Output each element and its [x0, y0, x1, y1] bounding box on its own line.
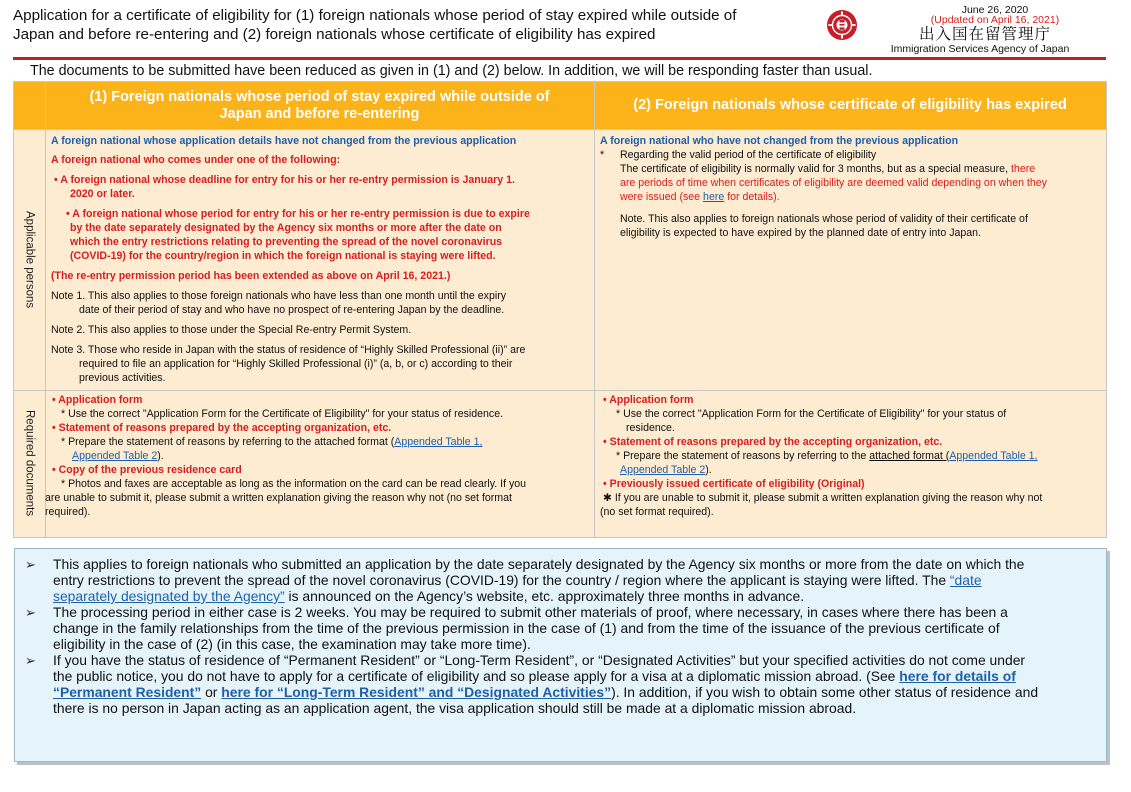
text-line: A foreign national who have not changed from the previous application — [600, 135, 959, 147]
text-line: 2020 or later. — [70, 188, 135, 200]
text-line: previous activities. — [79, 372, 166, 384]
long-term-resident-link[interactable]: here for “Long-Term Resident” and “Designated Activities” — [221, 684, 612, 700]
text-line: • Statement of reasons prepared by the accepting organization, etc. — [603, 436, 943, 448]
publication-date: June 26, 2020 — [961, 4, 1029, 16]
text-line: Note 2. This also applies to those under the Special Re-entry Permit System. — [51, 324, 412, 336]
required-documents-2-content — [600, 393, 1104, 535]
text-span: or — [205, 684, 218, 700]
text-span: for details). — [727, 191, 780, 203]
text-line — [61, 435, 482, 450]
text-span: ). In addition, if you wish to obtain some other status of residence and — [611, 684, 1039, 700]
note-2-line-2: change in the family relationships from the time of the previous permission in the case of (1) and from the time of the issuance of the previous certificate of — [53, 620, 1000, 636]
appended-table-1-link[interactable]: Appended Table 1, — [949, 450, 1038, 462]
grid-line — [14, 390, 1106, 391]
note-1-line-1: This applies to foreign nationals who submitted an application by the date separately designated by the Agency six months or more from the date on which the — [53, 556, 1025, 572]
updated-date: (Updated on April 16, 2021) — [930, 14, 1060, 26]
agency-emblem-icon — [826, 9, 858, 41]
title-line-2: Japan and before re-entering and (2) foreign nationals whose certificate of eligibility has expired — [13, 26, 656, 43]
text-line: * Use the correct "Application Form for the Certificate of Eligibility" for your status of — [616, 408, 1007, 420]
note-3-line-1: If you have the status of residence of “Permanent Resident” or “Long-Term Resident”, or “Designated Activities” but your specified activities do not come under — [53, 652, 1026, 668]
text-span: attached format ( — [869, 450, 950, 462]
text-line: date of their period of stay and who have no prospect of re-entering Japan by the deadline. — [79, 304, 505, 316]
text-span: there — [1010, 163, 1036, 175]
text-span: is announced on the Agency’s website, etc. approximately three months in advance. — [288, 588, 805, 604]
table-corner-cell — [14, 82, 45, 129]
row-label-applicable-persons — [14, 129, 45, 390]
permanent-resident-link[interactable]: here for details of — [899, 668, 1016, 684]
agency-name-english: Immigration Services Agency of Japan — [890, 43, 1070, 55]
text-line: Note 1. This also applies to those foreign nationals who have less than one month until the expiry — [51, 290, 507, 302]
text-line — [620, 190, 780, 205]
details-link[interactable]: here — [703, 191, 725, 203]
text-line: required to file an application for “Highly Skilled Professional (i)” (a, b, or c) according to their — [79, 358, 513, 370]
appended-table-2-link[interactable]: Appended Table 2 — [72, 450, 158, 462]
text-line: • Copy of the previous residence card — [52, 464, 242, 476]
text-span: were issued (see — [620, 191, 701, 203]
designated-date-link[interactable]: separately designated by the Agency” — [53, 588, 285, 604]
text-line — [616, 449, 1038, 464]
text-span: * Prepare the statement of reasons by referring to the — [616, 450, 867, 462]
designated-date-link[interactable]: “date — [949, 572, 982, 588]
text-line: Note 3. Those who reside in Japan with the status of residence of “Highly Skilled Professional (ii)” are — [51, 344, 526, 356]
text-line: are periods of time when certificates of eligibility are deemed valid depending on when they — [620, 177, 1047, 189]
text-line: are unable to submit it, please submit a written explanation giving the reason why not (no set format — [45, 492, 512, 504]
text-line: • A foreign national whose deadline for entry for his or her re-entry permission is January 1. — [54, 174, 515, 186]
notes-box — [14, 548, 1107, 762]
text-line: ✱ If you are unable to submit it, please submit a written explanation giving the reason why not — [603, 492, 1043, 504]
grid-line — [14, 129, 1106, 130]
appended-table-2-link[interactable]: Appended Table 2 — [620, 464, 706, 476]
appended-table-1-link[interactable]: Appended Table 1, — [394, 436, 483, 448]
text-line: A foreign national who comes under one of the following: — [51, 154, 341, 166]
text-span: ). — [157, 450, 164, 462]
grid-line — [594, 82, 595, 537]
note-3-line-3 — [53, 684, 1038, 700]
note-1-line-3 — [53, 588, 804, 604]
text-line: * Use the correct "Application Form for the Certificate of Eligibility" for your status of residence. — [61, 408, 504, 420]
applicable-persons-2-content — [600, 134, 1104, 334]
title-line-1: Application for a certificate of eligibility for (1) foreign nationals whose period of stay expired while outside of — [13, 7, 737, 24]
text-span: The certificate of eligibility is normally valid for 3 months, but as a special measure, — [620, 163, 1009, 175]
text-span: * Prepare the statement of reasons by referring to the attached format ( — [61, 436, 395, 448]
arrow-bullet-icon: ➢ — [25, 605, 36, 620]
text-line — [620, 463, 712, 478]
note-3-line-2 — [53, 668, 1016, 684]
arrow-bullet-icon: ➢ — [25, 653, 36, 668]
row-label-required-documents — [14, 390, 45, 537]
text-line: by the date separately designated by the Agency six months or more after the date on — [70, 222, 502, 234]
note-2-line-1: The processing period in either case is 2 weeks. You may be required to submit other materials of proof, where necessary, in cases where there has been a — [53, 604, 1008, 620]
required-documents-1-content — [45, 393, 591, 535]
text-line: • Application form — [603, 394, 694, 406]
text-line: (COVID-19) for the country/region in which the foreign national is staying were lifted. — [70, 250, 496, 262]
text-line: A foreign national whose application details have not changed from the previous application — [51, 135, 517, 147]
document-title — [13, 6, 813, 44]
text-span: ). — [705, 464, 712, 476]
text-line: Note. This also applies to foreign nationals whose period of validity of their certificate of — [620, 213, 1028, 225]
text-line: (The re-entry permission period has been extended as above on April 16, 2021.) — [51, 270, 451, 282]
row-label-text: Required documents — [23, 410, 36, 517]
note-1-line-2 — [53, 572, 982, 588]
eligibility-table — [13, 81, 1107, 538]
text-line — [620, 162, 1035, 177]
text-line: which the entry restrictions relating to preventing the spread of the novel coronavirus — [70, 236, 503, 248]
text-span: the public notice, you do not have to apply for a certificate of eligibility and so please apply for a visa at a diplomatic mission abroad. (See — [53, 668, 896, 684]
applicable-persons-1-content — [51, 134, 591, 389]
intro-text: The documents to be submitted have been reduced as given in (1) and (2) below. In addition, we will be responding faster than usual. — [30, 63, 873, 79]
column-header-1 — [45, 82, 594, 129]
text-span: entry restrictions to prevent the spread of the novel coronavirus (COVID-19) for the country / region where the applicant is staying were lifted. The — [53, 572, 947, 588]
text-line: eligibility is expected to have expired by the planned date of entry into Japan. — [620, 227, 982, 239]
column-header-2: (2) Foreign nationals whose certificate of eligibility has expired — [594, 82, 1106, 129]
note-2-line-3: eligibility in the case of (2) (in this case, the examination may take more time). — [53, 636, 531, 652]
text-line: • A foreign national whose period for entry for his or her re-entry permission is due to expire — [66, 208, 530, 220]
text-line: required). — [45, 506, 91, 518]
text-line: * Photos and faxes are acceptable as long as the information on the card can be read clearly. If you — [61, 478, 527, 490]
text-line: • Previously issued certificate of eligibility (Original) — [603, 478, 865, 490]
arrow-bullet-icon: ➢ — [25, 557, 36, 572]
column-header-1-line-1: (1) Foreign nationals whose period of stay expired while outside of — [89, 88, 550, 105]
text-line: • Application form — [52, 394, 143, 406]
permanent-resident-link[interactable]: “Permanent Resident” — [53, 684, 202, 700]
text-line: Regarding the valid period of the certificate of eligibility — [620, 149, 877, 161]
text-line: • Statement of reasons prepared by the accepting organization, etc. — [52, 422, 392, 434]
row-label-text: Applicable persons — [23, 210, 36, 309]
text-line: (no set format required). — [600, 506, 714, 518]
text-line: residence. — [626, 422, 675, 434]
text-line — [72, 449, 164, 464]
note-3-line-4: there is no person in Japan acting as an application agent, the visa application should still be made at a diplomatic mission abroad. — [53, 700, 857, 716]
agency-name-japanese: 出入国在留管理庁 — [918, 25, 1051, 43]
text-line: * — [600, 149, 605, 161]
header-divider — [13, 57, 1106, 60]
column-header-1-line-2: Japan and before re-entering — [219, 105, 420, 122]
